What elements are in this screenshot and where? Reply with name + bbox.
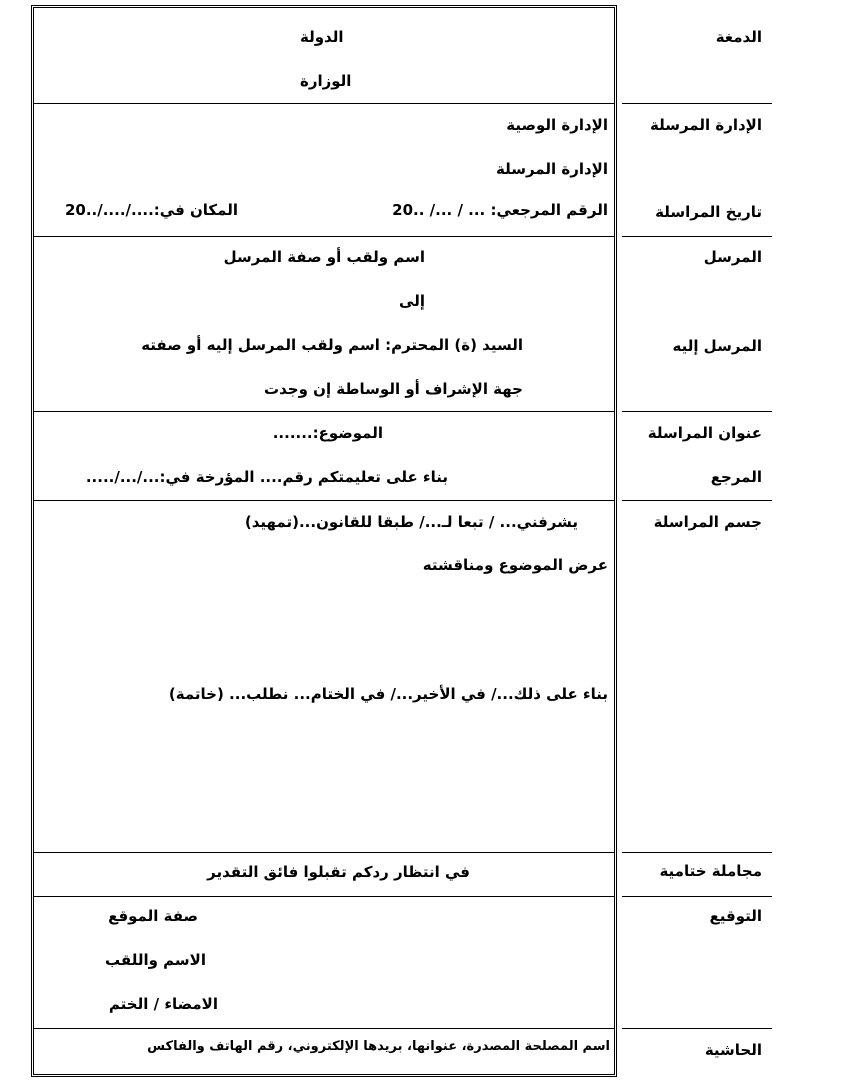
label-divider <box>622 411 772 412</box>
footer-text: اسم المصلحة المصدرة، عنوانها، بريدها الإلكتروني، رقم الهاتف والفاكس <box>147 1039 610 1054</box>
ministry-name: الوزارة <box>300 72 352 90</box>
label-closing: مجاملة ختامية <box>659 862 762 880</box>
section-divider <box>34 411 614 412</box>
closing-text: في انتظار ردكم تقبلوا فائق التقدير <box>207 863 470 881</box>
label-sending-admin: الإدارة المرسلة <box>650 116 762 134</box>
body-conclusion: بناء على ذلك.../ في الأخير.../ في الختام... نطلب... (خاتمة) <box>168 685 608 703</box>
label-divider <box>622 896 772 897</box>
body-discussion: عرض الموضوع ومناقشته <box>422 556 608 574</box>
label-footer: الحاشية <box>704 1041 762 1059</box>
label-reference: المرجع <box>710 468 762 486</box>
label-signature: التوقيع <box>709 907 762 925</box>
place-date: المكان في:..../..../..20 <box>64 201 238 219</box>
reference-line: بناء على تعليمتكم رقم.... المؤرخة في:.../.../..... <box>85 468 448 486</box>
sender-name: اسم ولقب أو صفة المرسل <box>223 248 425 266</box>
label-body: جسم المراسلة <box>653 513 762 531</box>
supervising-admin: الإدارة الوصية <box>506 116 608 134</box>
body-intro: يشرفني... / تبعا لـ.../ طبقا للقانون...(تمهيد) <box>244 513 578 531</box>
section-divider <box>34 103 614 104</box>
label-divider <box>622 500 772 501</box>
label-stamp: الدمغة <box>715 28 762 46</box>
section-divider <box>34 896 614 897</box>
label-divider <box>622 103 772 104</box>
subject: الموضوع:....... <box>272 424 383 442</box>
label-sender: المرسل <box>703 248 762 266</box>
section-divider <box>34 236 614 237</box>
to-word: إلى <box>399 292 425 310</box>
section-divider <box>34 852 614 853</box>
signer-role: صفة الموقع <box>108 907 198 925</box>
signer-sign: الامضاء / الختم <box>108 995 218 1013</box>
recipient-name: السيد (ة) المحترم: اسم ولقب المرسل إليه أو صفته <box>141 336 523 354</box>
section-divider <box>34 1028 614 1029</box>
label-title: عنوان المراسلة <box>647 424 762 442</box>
intermediary: جهة الإشراف أو الوساطة إن وجدت <box>264 380 523 398</box>
label-divider <box>622 1028 772 1029</box>
reference-number: الرقم المرجعي: ... / .../ ..20 <box>392 201 608 219</box>
signer-name: الاسم واللقب <box>105 951 206 969</box>
label-recipient: المرسل إليه <box>672 337 762 355</box>
label-date: تاريخ المراسلة <box>655 203 762 221</box>
sending-admin: الإدارة المرسلة <box>496 160 608 178</box>
label-divider <box>622 852 772 853</box>
section-divider <box>34 500 614 501</box>
label-divider <box>622 236 772 237</box>
state-name: الدولة <box>300 28 344 46</box>
